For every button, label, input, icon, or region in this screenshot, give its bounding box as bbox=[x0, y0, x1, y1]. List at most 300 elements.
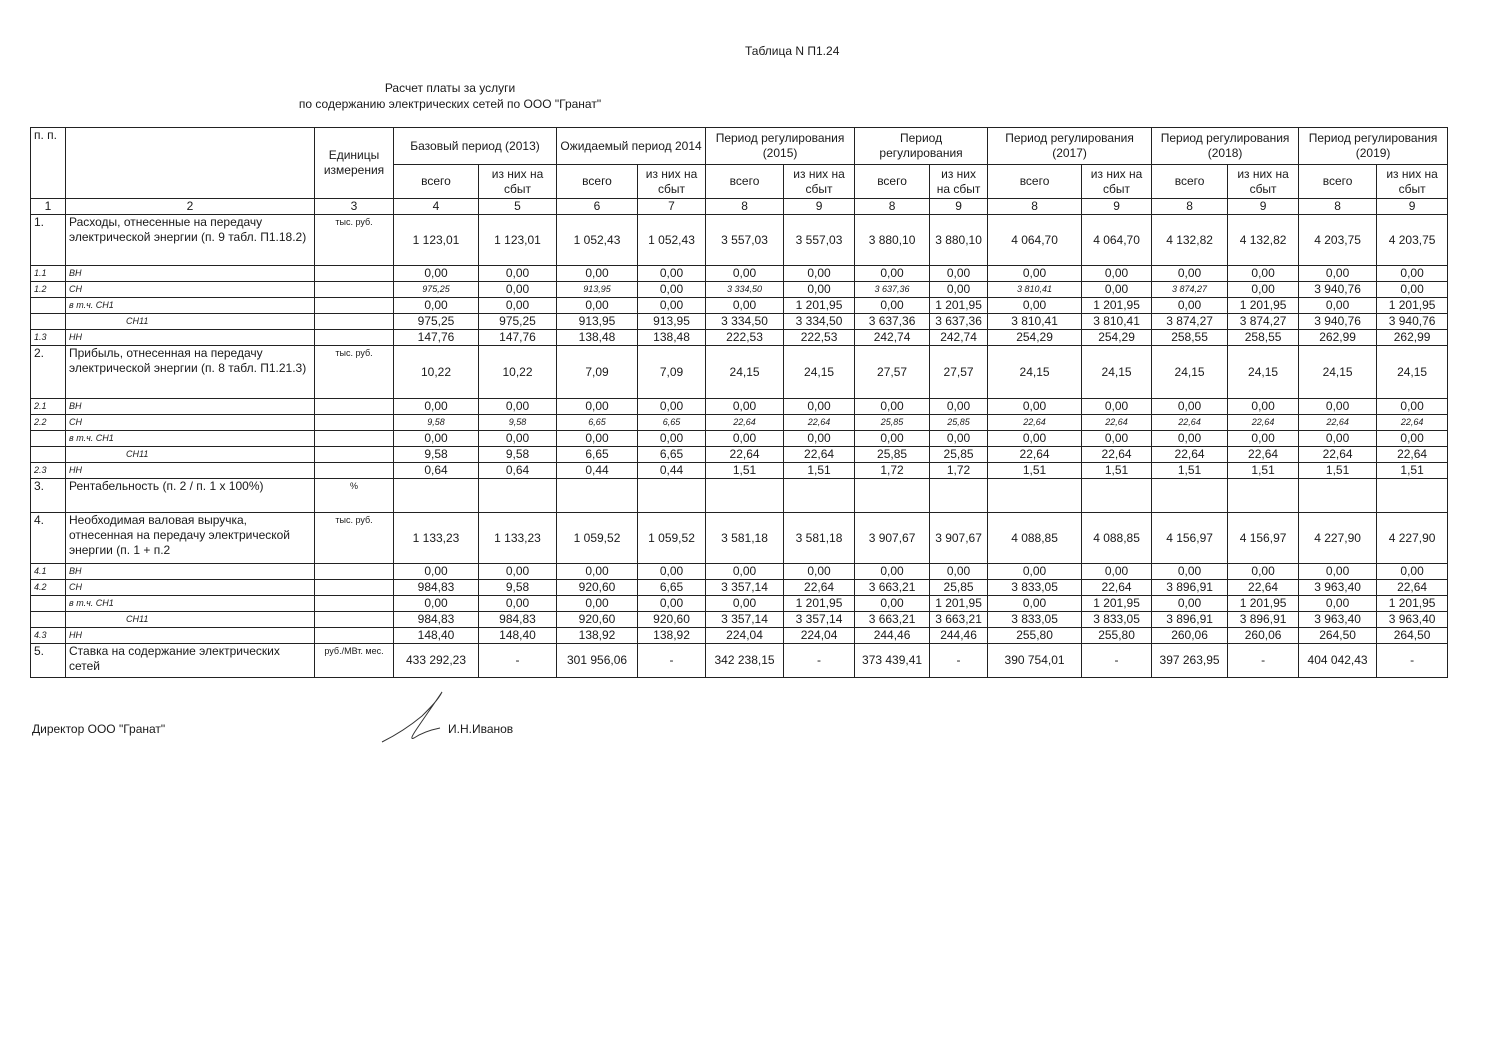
column-number: 4 bbox=[394, 199, 479, 215]
value-cell: 0,00 bbox=[706, 298, 784, 314]
value-cell: 3 880,10 bbox=[855, 215, 930, 266]
value-cell: 260,06 bbox=[1228, 628, 1299, 644]
value-cell: 22,64 bbox=[988, 415, 1082, 431]
value-cell: 147,76 bbox=[394, 330, 479, 346]
value-cell: 0,00 bbox=[557, 564, 638, 580]
value-cell: 0,00 bbox=[784, 266, 855, 282]
value-cell: 4 132,82 bbox=[1228, 215, 1299, 266]
value-cell: 0,00 bbox=[706, 564, 784, 580]
value-cell: 22,64 bbox=[1228, 415, 1299, 431]
value-cell: 258,55 bbox=[1152, 330, 1228, 346]
row-name: Расходы, отнесенные на передачу электрической энергии (п. 9 табл. П1.18.2) bbox=[66, 215, 315, 266]
row-number: 4.1 bbox=[31, 564, 66, 580]
value-cell: 3 637,36 bbox=[855, 314, 930, 330]
value-cell: 27,57 bbox=[855, 346, 930, 399]
row-name: ВН bbox=[66, 266, 315, 282]
header-iz-nih: из них на сбыт bbox=[479, 165, 557, 199]
row-unit bbox=[315, 330, 394, 346]
value-cell: 222,53 bbox=[784, 330, 855, 346]
value-cell: 3 880,10 bbox=[930, 215, 988, 266]
value-cell: 264,50 bbox=[1299, 628, 1377, 644]
value-cell: 22,64 bbox=[1082, 415, 1152, 431]
table-row bbox=[31, 447, 1448, 463]
value-cell: 4 156,97 bbox=[1152, 513, 1228, 564]
value-cell: 9,58 bbox=[394, 415, 479, 431]
value-cell: 0,00 bbox=[479, 564, 557, 580]
value-cell: 242,74 bbox=[855, 330, 930, 346]
row-number: 5. bbox=[31, 644, 66, 678]
value-cell: 138,92 bbox=[557, 628, 638, 644]
value-cell: 0,00 bbox=[1299, 431, 1377, 447]
row-name: Необходимая валовая выручка, отнесенная на передачу электрической энергии (п. 1 + п.2 bbox=[66, 513, 315, 564]
value-cell: 920,60 bbox=[557, 580, 638, 596]
value-cell: 7,09 bbox=[557, 346, 638, 399]
value-cell: 0,00 bbox=[784, 564, 855, 580]
table-row bbox=[31, 431, 1448, 447]
table-row bbox=[31, 282, 1448, 298]
value-cell: 0,00 bbox=[1377, 282, 1448, 298]
value-cell: 3 810,41 bbox=[988, 282, 1082, 298]
title-line-2: по содержанию электрических сетей по ООО "Гранат" bbox=[298, 97, 602, 111]
table-row bbox=[31, 580, 1448, 596]
value-cell: 0,00 bbox=[638, 399, 706, 415]
value-cell bbox=[706, 479, 784, 513]
value-cell: 24,15 bbox=[988, 346, 1082, 399]
value-cell: 3 896,91 bbox=[1152, 580, 1228, 596]
value-cell: 1,51 bbox=[706, 463, 784, 479]
table-row bbox=[31, 596, 1448, 612]
value-cell: 1 201,95 bbox=[784, 298, 855, 314]
value-cell: - bbox=[784, 644, 855, 678]
value-cell bbox=[1228, 479, 1299, 513]
value-cell: 3 963,40 bbox=[1299, 612, 1377, 628]
value-cell: 0,00 bbox=[394, 298, 479, 314]
row-number: 4. bbox=[31, 513, 66, 564]
header-period: Период регулирования bbox=[855, 128, 988, 165]
value-cell: - bbox=[479, 644, 557, 678]
value-cell: 0,00 bbox=[706, 431, 784, 447]
value-cell: 4 227,90 bbox=[1377, 513, 1448, 564]
value-cell: 6,65 bbox=[557, 415, 638, 431]
value-cell: 975,25 bbox=[394, 314, 479, 330]
value-cell: 7,09 bbox=[638, 346, 706, 399]
row-name: ВН bbox=[66, 399, 315, 415]
value-cell: 24,15 bbox=[1082, 346, 1152, 399]
table-row bbox=[31, 330, 1448, 346]
value-cell: 920,60 bbox=[557, 612, 638, 628]
column-number: 9 bbox=[784, 199, 855, 215]
value-cell: 0,00 bbox=[1299, 399, 1377, 415]
value-cell: 1,51 bbox=[1299, 463, 1377, 479]
row-number: 1. bbox=[31, 215, 66, 266]
row-unit bbox=[315, 463, 394, 479]
value-cell: 0,44 bbox=[557, 463, 638, 479]
value-cell: 1 123,01 bbox=[394, 215, 479, 266]
value-cell: 3 663,21 bbox=[855, 612, 930, 628]
value-cell: 27,57 bbox=[930, 346, 988, 399]
row-unit bbox=[315, 447, 394, 463]
row-number: 3. bbox=[31, 479, 66, 513]
value-cell: 24,15 bbox=[1377, 346, 1448, 399]
value-cell: 3 874,27 bbox=[1228, 314, 1299, 330]
value-cell: 9,58 bbox=[394, 447, 479, 463]
value-cell: 138,48 bbox=[557, 330, 638, 346]
value-cell: 0,00 bbox=[988, 596, 1082, 612]
value-cell: 0,00 bbox=[557, 298, 638, 314]
value-cell: 254,29 bbox=[1082, 330, 1152, 346]
value-cell: 1,72 bbox=[855, 463, 930, 479]
value-cell: 1 201,95 bbox=[1228, 596, 1299, 612]
value-cell: 22,64 bbox=[1152, 415, 1228, 431]
row-number: 1.3 bbox=[31, 330, 66, 346]
value-cell: 0,00 bbox=[638, 298, 706, 314]
value-cell bbox=[479, 479, 557, 513]
table-row bbox=[31, 564, 1448, 580]
value-cell: 0,00 bbox=[988, 298, 1082, 314]
value-cell: 3 663,21 bbox=[855, 580, 930, 596]
row-name: НН bbox=[66, 628, 315, 644]
row-name: СН11 bbox=[66, 612, 315, 628]
value-cell: 4 064,70 bbox=[988, 215, 1082, 266]
value-cell: 22,64 bbox=[988, 447, 1082, 463]
value-cell: 0,00 bbox=[1152, 431, 1228, 447]
column-number: 8 bbox=[855, 199, 930, 215]
value-cell: 3 896,91 bbox=[1228, 612, 1299, 628]
value-cell: 9,58 bbox=[479, 415, 557, 431]
row-number bbox=[31, 447, 66, 463]
value-cell: 10,22 bbox=[479, 346, 557, 399]
value-cell: 1 201,95 bbox=[1377, 298, 1448, 314]
row-name: НН bbox=[66, 463, 315, 479]
column-number: 8 bbox=[1152, 199, 1228, 215]
value-cell: 3 963,40 bbox=[1299, 580, 1377, 596]
value-cell: 3 334,50 bbox=[706, 282, 784, 298]
value-cell: 433 292,23 bbox=[394, 644, 479, 678]
value-cell: 1 059,52 bbox=[638, 513, 706, 564]
value-cell: 6,65 bbox=[557, 447, 638, 463]
value-cell: 3 637,36 bbox=[930, 314, 988, 330]
value-cell: 1,51 bbox=[1377, 463, 1448, 479]
value-cell: 0,00 bbox=[394, 431, 479, 447]
row-unit bbox=[315, 431, 394, 447]
value-cell: 3 581,18 bbox=[706, 513, 784, 564]
value-cell: 0,00 bbox=[638, 596, 706, 612]
value-cell: 342 238,15 bbox=[706, 644, 784, 678]
value-cell bbox=[1299, 479, 1377, 513]
value-cell: 3 907,67 bbox=[930, 513, 988, 564]
value-cell: 404 042,43 bbox=[1299, 644, 1377, 678]
value-cell: 975,25 bbox=[394, 282, 479, 298]
value-cell bbox=[557, 479, 638, 513]
value-cell: 3 833,05 bbox=[1082, 612, 1152, 628]
value-cell: 0,00 bbox=[557, 266, 638, 282]
value-cell: 0,00 bbox=[855, 431, 930, 447]
value-cell: 3 557,03 bbox=[784, 215, 855, 266]
row-name: в т.ч. СН1 bbox=[66, 596, 315, 612]
row-number: 2.1 bbox=[31, 399, 66, 415]
value-cell: 1 201,95 bbox=[1082, 596, 1152, 612]
value-cell: 1 201,95 bbox=[1228, 298, 1299, 314]
value-cell: 0,00 bbox=[1152, 596, 1228, 612]
value-cell: 255,80 bbox=[988, 628, 1082, 644]
row-unit bbox=[315, 314, 394, 330]
value-cell: 147,76 bbox=[479, 330, 557, 346]
table-row bbox=[31, 612, 1448, 628]
value-cell: 0,00 bbox=[1152, 298, 1228, 314]
value-cell: 0,64 bbox=[394, 463, 479, 479]
value-cell: 22,64 bbox=[1377, 580, 1448, 596]
value-cell: 1 133,23 bbox=[394, 513, 479, 564]
value-cell: 0,00 bbox=[1152, 399, 1228, 415]
row-unit: руб./МВт. мес. bbox=[315, 644, 394, 678]
value-cell: 0,00 bbox=[1299, 298, 1377, 314]
row-unit bbox=[315, 282, 394, 298]
value-cell: 1 201,95 bbox=[784, 596, 855, 612]
header-period: Ожидаемый период 2014 bbox=[557, 128, 706, 165]
value-cell: 0,00 bbox=[1152, 266, 1228, 282]
value-cell: 3 637,36 bbox=[855, 282, 930, 298]
header-iz-nih: из них на сбыт bbox=[784, 165, 855, 199]
table-number: Таблица N П1.24 bbox=[745, 44, 840, 58]
column-number: 5 bbox=[479, 199, 557, 215]
row-number: 4.3 bbox=[31, 628, 66, 644]
value-cell: 25,85 bbox=[930, 580, 988, 596]
value-cell: 913,95 bbox=[557, 282, 638, 298]
value-cell: 264,50 bbox=[1377, 628, 1448, 644]
row-name: Прибыль, отнесенная на передачу электрической энергии (п. 8 табл. П1.21.3) bbox=[66, 346, 315, 399]
value-cell: 0,00 bbox=[706, 596, 784, 612]
value-cell: 222,53 bbox=[706, 330, 784, 346]
row-name: Рентабельность (п. 2 / п. 1 х 100%) bbox=[66, 479, 315, 513]
table-row bbox=[31, 266, 1448, 282]
column-number-row bbox=[31, 199, 1448, 215]
value-cell: 25,85 bbox=[855, 447, 930, 463]
header-vsego: всего bbox=[988, 165, 1082, 199]
value-cell: 22,64 bbox=[1082, 447, 1152, 463]
value-cell: - bbox=[1082, 644, 1152, 678]
value-cell: 390 754,01 bbox=[988, 644, 1082, 678]
value-cell: 0,00 bbox=[784, 399, 855, 415]
value-cell: 3 557,03 bbox=[706, 215, 784, 266]
value-cell: 0,00 bbox=[1377, 399, 1448, 415]
value-cell: 22,64 bbox=[1228, 580, 1299, 596]
value-cell bbox=[1082, 479, 1152, 513]
value-cell: 1,72 bbox=[930, 463, 988, 479]
column-number: 8 bbox=[988, 199, 1082, 215]
value-cell: 0,00 bbox=[1299, 564, 1377, 580]
row-name: СН bbox=[66, 415, 315, 431]
title-line-1: Расчет платы за услуги bbox=[384, 81, 516, 95]
table-row bbox=[31, 314, 1448, 330]
value-cell: 3 874,27 bbox=[1152, 314, 1228, 330]
table-row bbox=[31, 513, 1448, 564]
column-number: 9 bbox=[930, 199, 988, 215]
value-cell: 1 201,95 bbox=[1377, 596, 1448, 612]
value-cell: 0,00 bbox=[988, 564, 1082, 580]
row-name: СН11 bbox=[66, 314, 315, 330]
value-cell: 1 201,95 bbox=[930, 596, 988, 612]
value-cell: 22,64 bbox=[1228, 447, 1299, 463]
value-cell: 0,64 bbox=[479, 463, 557, 479]
value-cell: 0,00 bbox=[638, 564, 706, 580]
value-cell: 22,64 bbox=[1377, 415, 1448, 431]
column-number: 7 bbox=[638, 199, 706, 215]
value-cell: 224,04 bbox=[784, 628, 855, 644]
header-iz-nih: из них на сбыт bbox=[1228, 165, 1299, 199]
column-number: 9 bbox=[1228, 199, 1299, 215]
value-cell: 9,58 bbox=[479, 580, 557, 596]
value-cell: 224,04 bbox=[706, 628, 784, 644]
row-name: СН11 bbox=[66, 447, 315, 463]
value-cell: 1,51 bbox=[1228, 463, 1299, 479]
value-cell: 1 059,52 bbox=[557, 513, 638, 564]
header-vsego: всего bbox=[557, 165, 638, 199]
value-cell: 0,00 bbox=[1299, 596, 1377, 612]
row-name: СН bbox=[66, 282, 315, 298]
row-name: в т.ч. СН1 bbox=[66, 431, 315, 447]
value-cell: 0,00 bbox=[638, 282, 706, 298]
value-cell: 244,46 bbox=[855, 628, 930, 644]
column-number: 9 bbox=[1377, 199, 1448, 215]
value-cell: 0,00 bbox=[479, 282, 557, 298]
value-cell: 0,00 bbox=[394, 596, 479, 612]
header-period: Период регулирования (2015) bbox=[706, 128, 855, 165]
signature-mark bbox=[380, 690, 450, 750]
value-cell: 1 052,43 bbox=[638, 215, 706, 266]
value-cell: 4 088,85 bbox=[988, 513, 1082, 564]
table-row bbox=[31, 215, 1448, 266]
value-cell: 0,00 bbox=[930, 399, 988, 415]
value-cell: 24,15 bbox=[1152, 346, 1228, 399]
value-cell: 0,00 bbox=[930, 564, 988, 580]
header-pp: п. п. bbox=[31, 128, 66, 199]
header-vsego: всего bbox=[394, 165, 479, 199]
value-cell: 0,00 bbox=[394, 266, 479, 282]
header-name bbox=[66, 128, 315, 199]
value-cell: 0,00 bbox=[479, 298, 557, 314]
header-iz-nih: из них на сбыт bbox=[930, 165, 988, 199]
header-period: Период регулирования (2019) bbox=[1299, 128, 1448, 165]
value-cell: 0,00 bbox=[1377, 564, 1448, 580]
row-unit bbox=[315, 415, 394, 431]
row-name: НН bbox=[66, 330, 315, 346]
value-cell: 0,00 bbox=[988, 266, 1082, 282]
value-cell: 3 874,27 bbox=[1152, 282, 1228, 298]
row-number: 2.2 bbox=[31, 415, 66, 431]
value-cell: 0,00 bbox=[479, 431, 557, 447]
value-cell: 0,00 bbox=[855, 564, 930, 580]
value-cell: 3 357,14 bbox=[706, 580, 784, 596]
value-cell: - bbox=[1377, 644, 1448, 678]
table-row bbox=[31, 399, 1448, 415]
row-unit: тыс. руб. bbox=[315, 346, 394, 399]
value-cell: 373 439,41 bbox=[855, 644, 930, 678]
value-cell: 0,00 bbox=[855, 596, 930, 612]
value-cell: 148,40 bbox=[479, 628, 557, 644]
value-cell: 0,00 bbox=[855, 266, 930, 282]
signatory-name: И.Н.Иванов bbox=[448, 722, 514, 736]
value-cell: 0,00 bbox=[479, 266, 557, 282]
value-cell: 0,00 bbox=[1082, 266, 1152, 282]
value-cell: 6,65 bbox=[638, 415, 706, 431]
value-cell: 262,99 bbox=[1377, 330, 1448, 346]
row-unit bbox=[315, 298, 394, 314]
table-row bbox=[31, 463, 1448, 479]
value-cell: 3 334,50 bbox=[706, 314, 784, 330]
value-cell: 4 227,90 bbox=[1299, 513, 1377, 564]
value-cell: 3 334,50 bbox=[784, 314, 855, 330]
value-cell: 984,83 bbox=[479, 612, 557, 628]
value-cell: 255,80 bbox=[1082, 628, 1152, 644]
row-unit: % bbox=[315, 479, 394, 513]
column-number: 3 bbox=[315, 199, 394, 215]
value-cell: 1 201,95 bbox=[930, 298, 988, 314]
table-row bbox=[31, 644, 1448, 678]
value-cell: 6,65 bbox=[638, 447, 706, 463]
header-iz-nih: из них на сбыт bbox=[1377, 165, 1448, 199]
row-number: 2.3 bbox=[31, 463, 66, 479]
value-cell: 22,64 bbox=[1299, 415, 1377, 431]
header-vsego: всего bbox=[706, 165, 784, 199]
header-iz-nih: из них на сбыт bbox=[638, 165, 706, 199]
value-cell: 0,00 bbox=[1152, 564, 1228, 580]
column-number: 2 bbox=[66, 199, 315, 215]
value-cell: 301 956,06 bbox=[557, 644, 638, 678]
row-unit bbox=[315, 266, 394, 282]
value-cell: 0,00 bbox=[1082, 399, 1152, 415]
value-cell: 0,00 bbox=[855, 298, 930, 314]
value-cell: 22,64 bbox=[1152, 447, 1228, 463]
value-cell: 984,83 bbox=[394, 612, 479, 628]
row-name: в т.ч. СН1 bbox=[66, 298, 315, 314]
value-cell: 920,60 bbox=[638, 612, 706, 628]
value-cell: 24,15 bbox=[1228, 346, 1299, 399]
value-cell: 0,00 bbox=[557, 596, 638, 612]
column-number: 8 bbox=[1299, 199, 1377, 215]
row-name: ВН bbox=[66, 564, 315, 580]
value-cell: 0,00 bbox=[855, 399, 930, 415]
value-cell: 24,15 bbox=[706, 346, 784, 399]
header-vsego: всего bbox=[1299, 165, 1377, 199]
value-cell: 22,64 bbox=[784, 447, 855, 463]
value-cell: 1,51 bbox=[1152, 463, 1228, 479]
row-unit bbox=[315, 612, 394, 628]
value-cell: 0,44 bbox=[638, 463, 706, 479]
value-cell: - bbox=[930, 644, 988, 678]
value-cell: 1 052,43 bbox=[557, 215, 638, 266]
column-number: 9 bbox=[1082, 199, 1152, 215]
value-cell: 0,00 bbox=[1228, 431, 1299, 447]
column-number: 6 bbox=[557, 199, 638, 215]
value-cell: 4 088,85 bbox=[1082, 513, 1152, 564]
value-cell: 22,64 bbox=[1299, 447, 1377, 463]
value-cell: 4 132,82 bbox=[1152, 215, 1228, 266]
table-row bbox=[31, 346, 1448, 399]
value-cell: 0,00 bbox=[930, 266, 988, 282]
value-cell: 24,15 bbox=[1299, 346, 1377, 399]
value-cell: 0,00 bbox=[1228, 564, 1299, 580]
value-cell: 0,00 bbox=[479, 399, 557, 415]
value-cell: 1,51 bbox=[988, 463, 1082, 479]
value-cell: 0,00 bbox=[988, 431, 1082, 447]
value-cell bbox=[1152, 479, 1228, 513]
value-cell: 22,64 bbox=[1377, 447, 1448, 463]
value-cell: 0,00 bbox=[930, 282, 988, 298]
row-number bbox=[31, 596, 66, 612]
value-cell: 0,00 bbox=[784, 431, 855, 447]
header-period: Базовый период (2013) bbox=[394, 128, 557, 165]
value-cell: 984,83 bbox=[394, 580, 479, 596]
